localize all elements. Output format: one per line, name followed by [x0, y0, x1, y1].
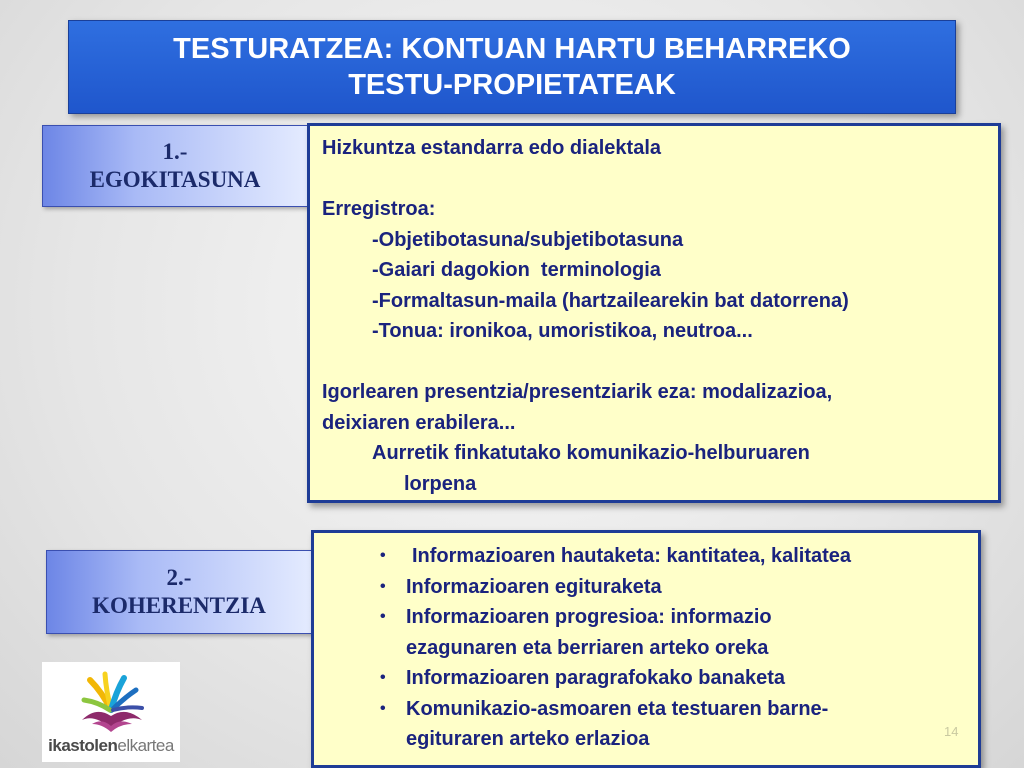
section-label-egokitasuna [42, 125, 308, 207]
section-number: 1.- [162, 139, 188, 164]
text-line: Igorlearen presentzia/presentziarik eza: modalizazioa, [322, 381, 833, 403]
list-item-text: egituraren arteko erlazioa [406, 728, 650, 750]
page-number: 14 [944, 724, 959, 739]
egokitasuna-content-box [307, 123, 1001, 503]
list-item [324, 663, 968, 694]
list-item [324, 602, 968, 663]
text-line: lorpena [404, 472, 477, 495]
ikastolen-elkartea-logo [42, 662, 180, 762]
section-name: KOHERENTZIA [92, 593, 266, 618]
bullet-icon: • [380, 699, 386, 717]
slide-title-line-1: TESTURATZEA: KONTUAN HARTU BEHARREKO [173, 33, 851, 65]
text-line: -Gaiari dagokion terminologia [372, 259, 661, 281]
text-line: -Objetibotasuna/subjetibotasuna [372, 228, 684, 251]
section-label-koherentzia [46, 550, 312, 634]
blank-line [322, 347, 988, 378]
bullet-icon: • [380, 577, 386, 595]
text-line: Hizkuntza estandarra edo dialektala [322, 137, 662, 159]
text-line: -Formaltasun-maila (hartzailearekin bat datorrena) [372, 289, 849, 312]
bullet-list [324, 541, 968, 755]
flower-logo-icon [72, 670, 150, 736]
koherentzia-content-box [311, 530, 981, 768]
section-number: 2.- [166, 565, 192, 590]
list-item-text: ezagunaren eta berriaren arteko oreka [406, 636, 769, 659]
logo-text-bold: ikastolen [48, 736, 118, 755]
blank-line [322, 164, 988, 195]
list-item-text: Informazioaren progresioa: informazio [406, 606, 772, 628]
slide-title [68, 20, 956, 114]
logo-text-light: elkartea [117, 736, 174, 755]
text-line: Aurretik finkatutako komunikazio-helburuaren [372, 442, 810, 464]
list-item-text: Informazioaren egituraketa [406, 575, 662, 598]
list-item-text: Informazioaren paragrafokako banaketa [406, 667, 786, 689]
text-line: deixiaren erabilera... [322, 411, 516, 434]
text-line: -Tonua: ironikoa, umoristikoa, neutroa... [372, 320, 753, 342]
text-line: Erregistroa: [322, 198, 436, 220]
list-item-text: Komunikazio-asmoaren eta testuaren barne- [406, 697, 829, 720]
list-item [324, 541, 968, 572]
list-item-text: Informazioaren hautaketa: kantitatea, kalitatea [412, 545, 852, 567]
slide-title-line-2: TESTU-PROPIETATEAK [348, 69, 676, 101]
bullet-icon: • [380, 608, 386, 625]
bullet-icon: • [380, 669, 386, 686]
logo-wordmark [42, 736, 180, 756]
bullet-icon: • [380, 547, 386, 564]
section-name: EGOKITASUNA [89, 167, 261, 192]
list-item [324, 694, 968, 755]
list-item [324, 572, 968, 603]
